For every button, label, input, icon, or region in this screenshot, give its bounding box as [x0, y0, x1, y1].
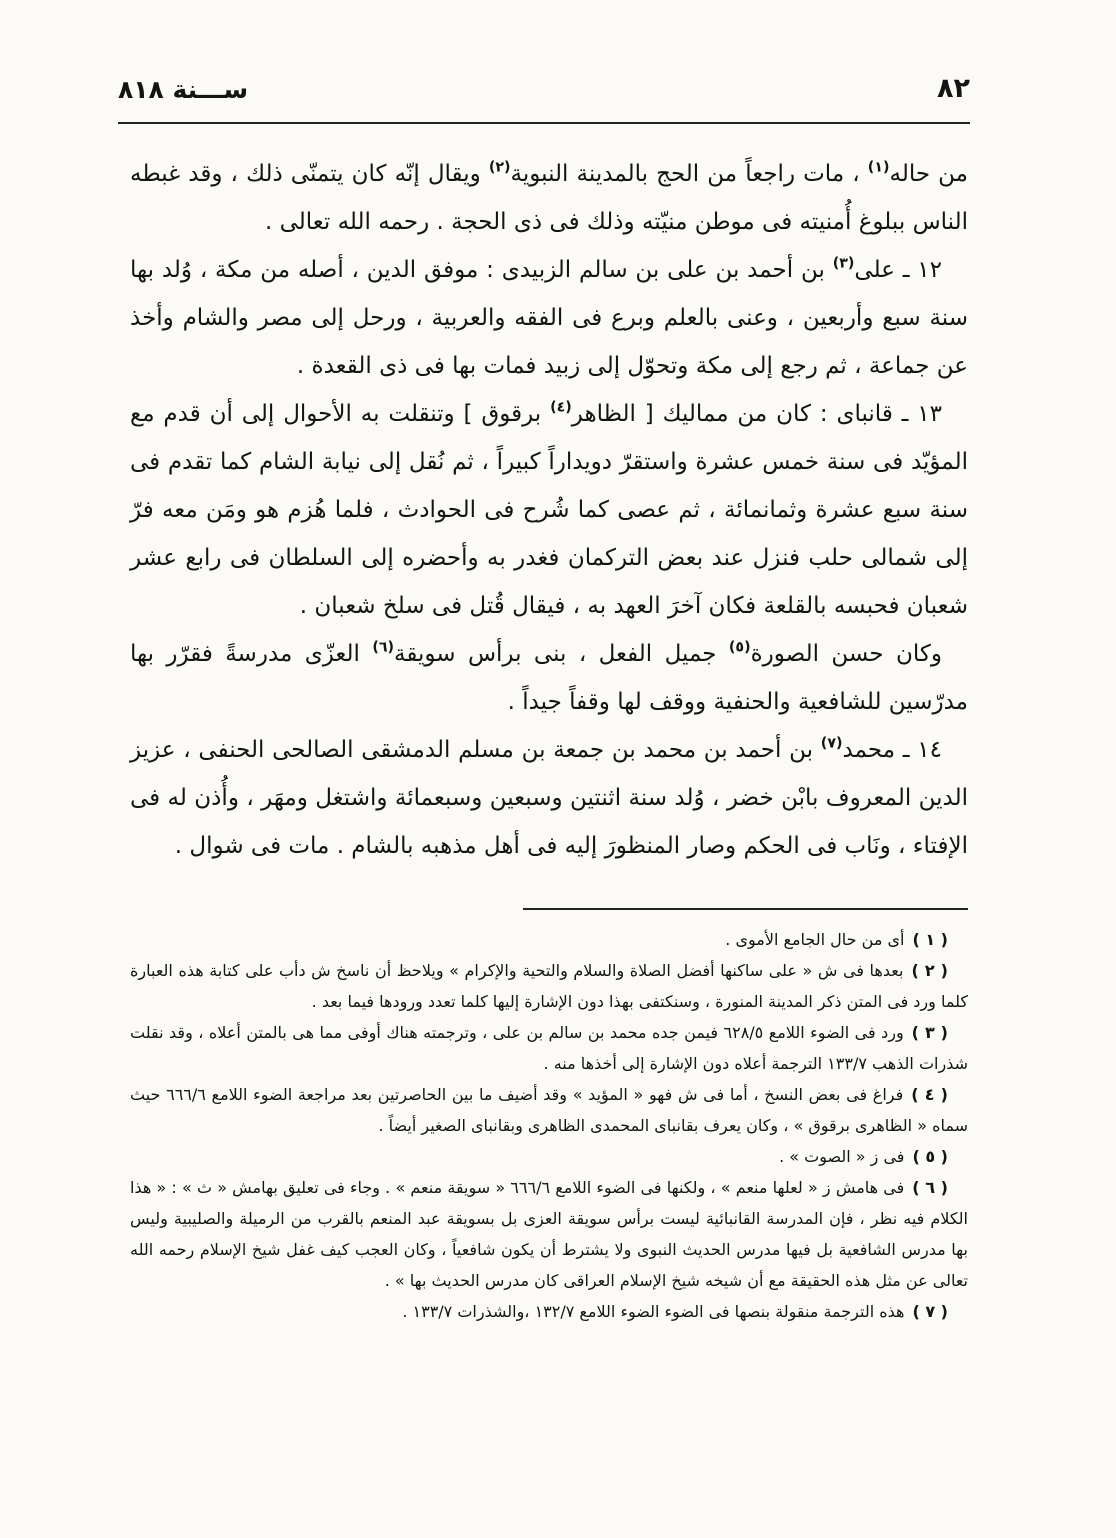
- text-segment: وكان حسن الصورة: [750, 641, 942, 667]
- footnote-6: [130, 1172, 968, 1296]
- footnote-3: [130, 1017, 968, 1079]
- footnote-ref-2: (٢): [488, 159, 511, 176]
- footnote-4: [130, 1079, 968, 1141]
- text-segment: بن أحمد بن محمد بن جمعة بن مسلم الدمشقى الصالحى الحنفى ، عزيز الدين المعروف بابْن خضر ، وُلد سنة اثنتين وسبعين وسبعمائة واشتغل ومهَر ، وأُذن له فى الإفتاء ، ونَاب فى الحكم وصار المنظورَ إليه فى أهل مذهبه بالشام . مات فى شوال .: [130, 737, 968, 859]
- text-segment: جميل الفعل ، بنى برأس سويقة: [394, 641, 729, 667]
- footnote-ref-3: (٣): [832, 255, 855, 272]
- entry-13: [130, 390, 968, 630]
- footnote-2: [130, 955, 968, 1017]
- footnote-separator: [523, 908, 968, 910]
- footnote-text: فى هامش ز « لعلها منعم » ، ولكنها فى الضوء اللامع ٦٦٦/٦ « سويقة منعم » . وجاء فى تعليق بهامش « ث » : « هذا الكلام فيه نظر ، فإن المدرسة القانبائية ليست برأس سويقة العزى بل بسويقة عبد المنعم بالقرب من الرميلة والصليبية وليس بها مدرس الشافعية بل فيها مدرس الحديث النبوى ولا يشترط أن يكون شافعياً ، وكان العجب كيف غفل شيخ الإسلام رحمه الله تعالى عن مثل هذه الحقيقة مع أن شيخه شيخ الإسلام العراقى كان مدرس الحديث بها » .: [130, 1178, 968, 1290]
- running-title: ســـنة ٨١٨: [118, 75, 249, 104]
- page-content: [130, 150, 968, 1327]
- footnotes: [130, 924, 968, 1327]
- entry-13-continuation: [130, 630, 968, 726]
- footnote-7: [130, 1296, 968, 1327]
- footnote-ref-7: (٧): [820, 735, 843, 752]
- footnote-number: ( ٤ ): [911, 1085, 948, 1104]
- footnote-ref-6: (٦): [372, 639, 395, 656]
- footnote-text: فراغ فى بعض النسخ ، أما فى ش فهو « المؤيد » وقد أضيف ما بين الحاصرتين بعد مراجعة الضوء اللامع ٦٦٦/٦ حيث سماه « الظاهرى برقوق » ، وكان يعرف بقانباى المحمدى الظاهرى وبقانباى الصغير أيضاً .: [130, 1085, 968, 1135]
- text-segment: العزّى مدرسةً فقرّر بها مدرّسين للشافعية والحنفية ووقف لها وقفاً جيداً .: [130, 641, 968, 715]
- footnote-ref-4: (٤): [550, 399, 572, 416]
- footnote-ref-5: (٥): [728, 639, 751, 656]
- header-rule: [118, 122, 970, 124]
- footnote-number: ( ٦ ): [912, 1178, 948, 1197]
- entry-heading: ١٤ ـ محمد: [842, 737, 942, 763]
- footnote-number: ( ٥ ): [912, 1147, 948, 1166]
- entry-heading: ١٢ ـ على: [854, 257, 943, 283]
- footnote-text: بعدها فى ش « على ساكنها أفضل الصلاة والسلام والتحية والإكرام » ويلاحظ أن ناسخ ش دأب على كتابة هذه العبارة كلما ورد فى المتن ذكر المدينة المنورة ، وسنكتفى بهذا دون الإشارة إليها كلما تعدد ورودها فيما بعد .: [130, 961, 968, 1011]
- footnote-number: ( ٣ ): [911, 1023, 948, 1042]
- footnote-separator-row: [130, 888, 968, 918]
- footnote-text: ورد فى الضوء اللامع ٦٢٨/٥ فيمن جده محمد بن سالم بن على ، وترجمته هناك أوفى مما هى بالمتن أعلاه ، وقد نقلت شذرات الذهب ١٣٣/٧ الترجمة أعلاه دون الإشارة إلى أخذها منه .: [130, 1023, 968, 1073]
- entry-12: [130, 246, 968, 390]
- entry-14: [130, 726, 968, 870]
- footnote-text: أى من حال الجامع الأموى .: [725, 930, 905, 949]
- paragraph-continuation: [130, 150, 968, 246]
- text-segment: برقوق ] وتنقلت به الأحوال إلى أن قدم مع المؤيّد فى سنة خمس عشرة واستقرّ دويداراً كبيراً ، ثم نُقل إلى نيابة الشام كما تقدم فى سنة سبع عشرة وثمانمائة ، ثم عصى كما شُرح فى الحوادث ، فلما هُزم هو ومَن معه فرّ إلى شمالى حلب فنزل عند بعض التركمان فغدر به وأحضره إلى السلطان فى رابع عشر شعبان فحبسه بالقلعة فكان آخرَ العهد به ، فيقال قُتل فى سلخ شعبان .: [130, 401, 968, 619]
- footnote-number: ( ٢ ): [911, 961, 948, 980]
- page-header: [118, 56, 970, 104]
- footnote-5: [130, 1141, 968, 1172]
- footnote-number: ( ٧ ): [912, 1302, 948, 1321]
- footnote-text: فى ز « الصوت » .: [779, 1147, 905, 1166]
- footnote-text: هذه الترجمة منقولة بنصها فى الضوء الضوء اللامع ١٣٢/٧ ،والشذرات ١٣٣/٧ .: [402, 1302, 905, 1321]
- text-segment: من حاله: [889, 161, 968, 187]
- text-segment: ويقال إنّه كان يتمنّى ذلك ، وقد غبطه الناس ببلوغ أُمنيته فى موطن منيّته وذلك فى ذى الحجة . رحمه الله تعالى .: [130, 161, 968, 235]
- entry-heading: ١٣ ـ قانباى : كان من مماليك [ الظاهر: [571, 401, 943, 427]
- footnote-ref-1: (١): [867, 159, 890, 176]
- page-number: ٨٢: [937, 73, 970, 104]
- text-segment: بن أحمد بن على بن سالم الزبيدى : موفق الدين ، أصله من مكة ، وُلد بها سنة سبع وأربعين ، وعنى بالعلم وبرع فى الفقه والعربية ، ورحل إلى مصر والشام وأخذ عن جماعة ، ثم رجع إلى مكة وتحوّل إلى زبيد فمات بها فى ذى القعدة .: [130, 257, 968, 379]
- text-segment: ، مات راجعاً من الحج بالمدينة النبوية: [510, 161, 868, 187]
- footnote-1: [130, 924, 968, 955]
- footnote-number: ( ١ ): [912, 930, 948, 949]
